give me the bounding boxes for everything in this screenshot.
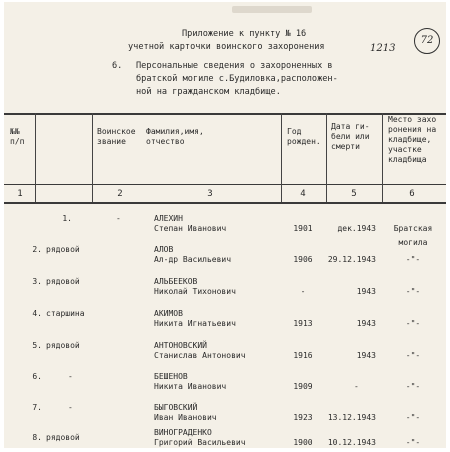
header-num: №№ п/п (10, 127, 25, 146)
row-year: 1909 (293, 382, 313, 391)
row-num: 1. (62, 214, 72, 223)
appendix-title: Приложение к пункту № 16 (182, 29, 307, 39)
header-date: Дата ги- бели или смерти (331, 122, 370, 151)
row-rank: старшина (46, 309, 85, 318)
row-year: 1901 (293, 224, 313, 233)
row-year: 1916 (293, 351, 313, 360)
row-year: 1913 (293, 319, 313, 328)
table-top-rule (4, 113, 446, 115)
row-date: 29.12.1943 (327, 255, 376, 264)
row-date: 10.12.1943 (327, 438, 376, 447)
row-surname: АЛЬБЕЕКОВ (154, 277, 198, 286)
row-rank: - (68, 403, 73, 412)
row-year: 1900 (293, 438, 313, 447)
document-page (4, 2, 446, 448)
item-number: 6. (112, 61, 123, 71)
row-surname: БЕШЕНОВ (154, 372, 188, 381)
header-rank: Воинское звание (97, 127, 136, 146)
row-given-name: Степан Иванович (154, 224, 227, 233)
row-num: 4. (32, 309, 42, 318)
colnum-bottom-rule (4, 202, 446, 204)
header-bottom-rule (4, 184, 446, 185)
description-line-2: братской могиле с.Будиловка,расположен- (136, 74, 338, 84)
colnum-1: 1 (17, 189, 23, 199)
page-number: 72 (414, 28, 440, 54)
row-surname: АЛЕХИН (154, 214, 183, 223)
row-year: - (300, 287, 306, 296)
col-divider (92, 113, 93, 202)
row-given-name: Николай Тихонович (154, 287, 236, 296)
row-given-name: Никита Игнатьевич (154, 319, 236, 328)
row-place: -"- (405, 413, 421, 422)
row-place: -"- (405, 319, 421, 328)
row-num: 7. (32, 403, 42, 412)
row-surname: АЛОВ (154, 245, 174, 254)
description-line-3: ной на гражданском кладбище. (136, 87, 281, 97)
row-date: дек.1943 (337, 224, 376, 233)
col-divider (326, 113, 327, 202)
row-surname: ВИНОГРАДЕНКО (154, 428, 212, 437)
row-num: 6. (32, 372, 42, 381)
row-year: 1923 (293, 413, 313, 422)
row-rank: рядовой (46, 433, 80, 442)
row-place: Братская (393, 224, 433, 233)
row-date: 1943 (356, 319, 376, 328)
row-place: -"- (405, 438, 421, 447)
row-date: - (354, 382, 359, 391)
row-rank: рядовой (46, 245, 80, 254)
row-num: 3. (32, 277, 42, 286)
row-num: 5. (32, 341, 42, 350)
faded-stamp (232, 6, 312, 13)
colnum-2: 2 (117, 189, 123, 199)
colnum-5: 5 (351, 189, 357, 199)
row-year: 1906 (293, 255, 313, 264)
row-given-name: Станислав Антонович (154, 351, 246, 360)
row-given-name: Григорий Васильевич (154, 438, 246, 447)
colnum-6: 6 (409, 189, 415, 199)
appendix-subtitle: учетной карточки воинского захоронения (128, 42, 325, 52)
row-place: -"- (405, 287, 421, 296)
col-divider (382, 113, 383, 202)
row-given-name: Ал-др Васильевич (154, 255, 232, 264)
row-place: -"- (405, 255, 421, 264)
col-divider (281, 113, 282, 202)
row-rank: - (116, 214, 121, 223)
header-place: Место захо ронения на кладбище, участке кладбища (388, 115, 437, 164)
header-name: Фамилия,имя, отчество (146, 127, 204, 146)
row-surname: АНТОНОВСКИЙ (154, 341, 207, 350)
row-rank: рядовой (46, 341, 80, 350)
col-divider (35, 113, 36, 202)
row-given-name: Иван Иванович (154, 413, 217, 422)
row-date: 1943 (356, 287, 376, 296)
row-rank: - (68, 372, 73, 381)
handwritten-number: 1213 (370, 43, 396, 54)
row-place-line2: могила (398, 238, 428, 247)
row-surname: АКИМОВ (154, 309, 183, 318)
row-surname: БЫГОВСКИЙ (154, 403, 198, 412)
header-year: Год рожден. (287, 127, 321, 146)
row-given-name: Никита Иванович (154, 382, 227, 391)
row-num: 8. (32, 433, 42, 442)
row-rank: рядовой (46, 277, 80, 286)
row-date: 1943 (356, 351, 376, 360)
row-num: 2. (32, 245, 42, 254)
colnum-4: 4 (300, 189, 306, 199)
row-place: -"- (405, 382, 421, 391)
row-date: 13.12.1943 (327, 413, 376, 422)
row-place: -"- (405, 351, 421, 360)
description-line-1: Персональные сведения о захороненных в (136, 61, 333, 71)
colnum-3: 3 (207, 189, 213, 199)
